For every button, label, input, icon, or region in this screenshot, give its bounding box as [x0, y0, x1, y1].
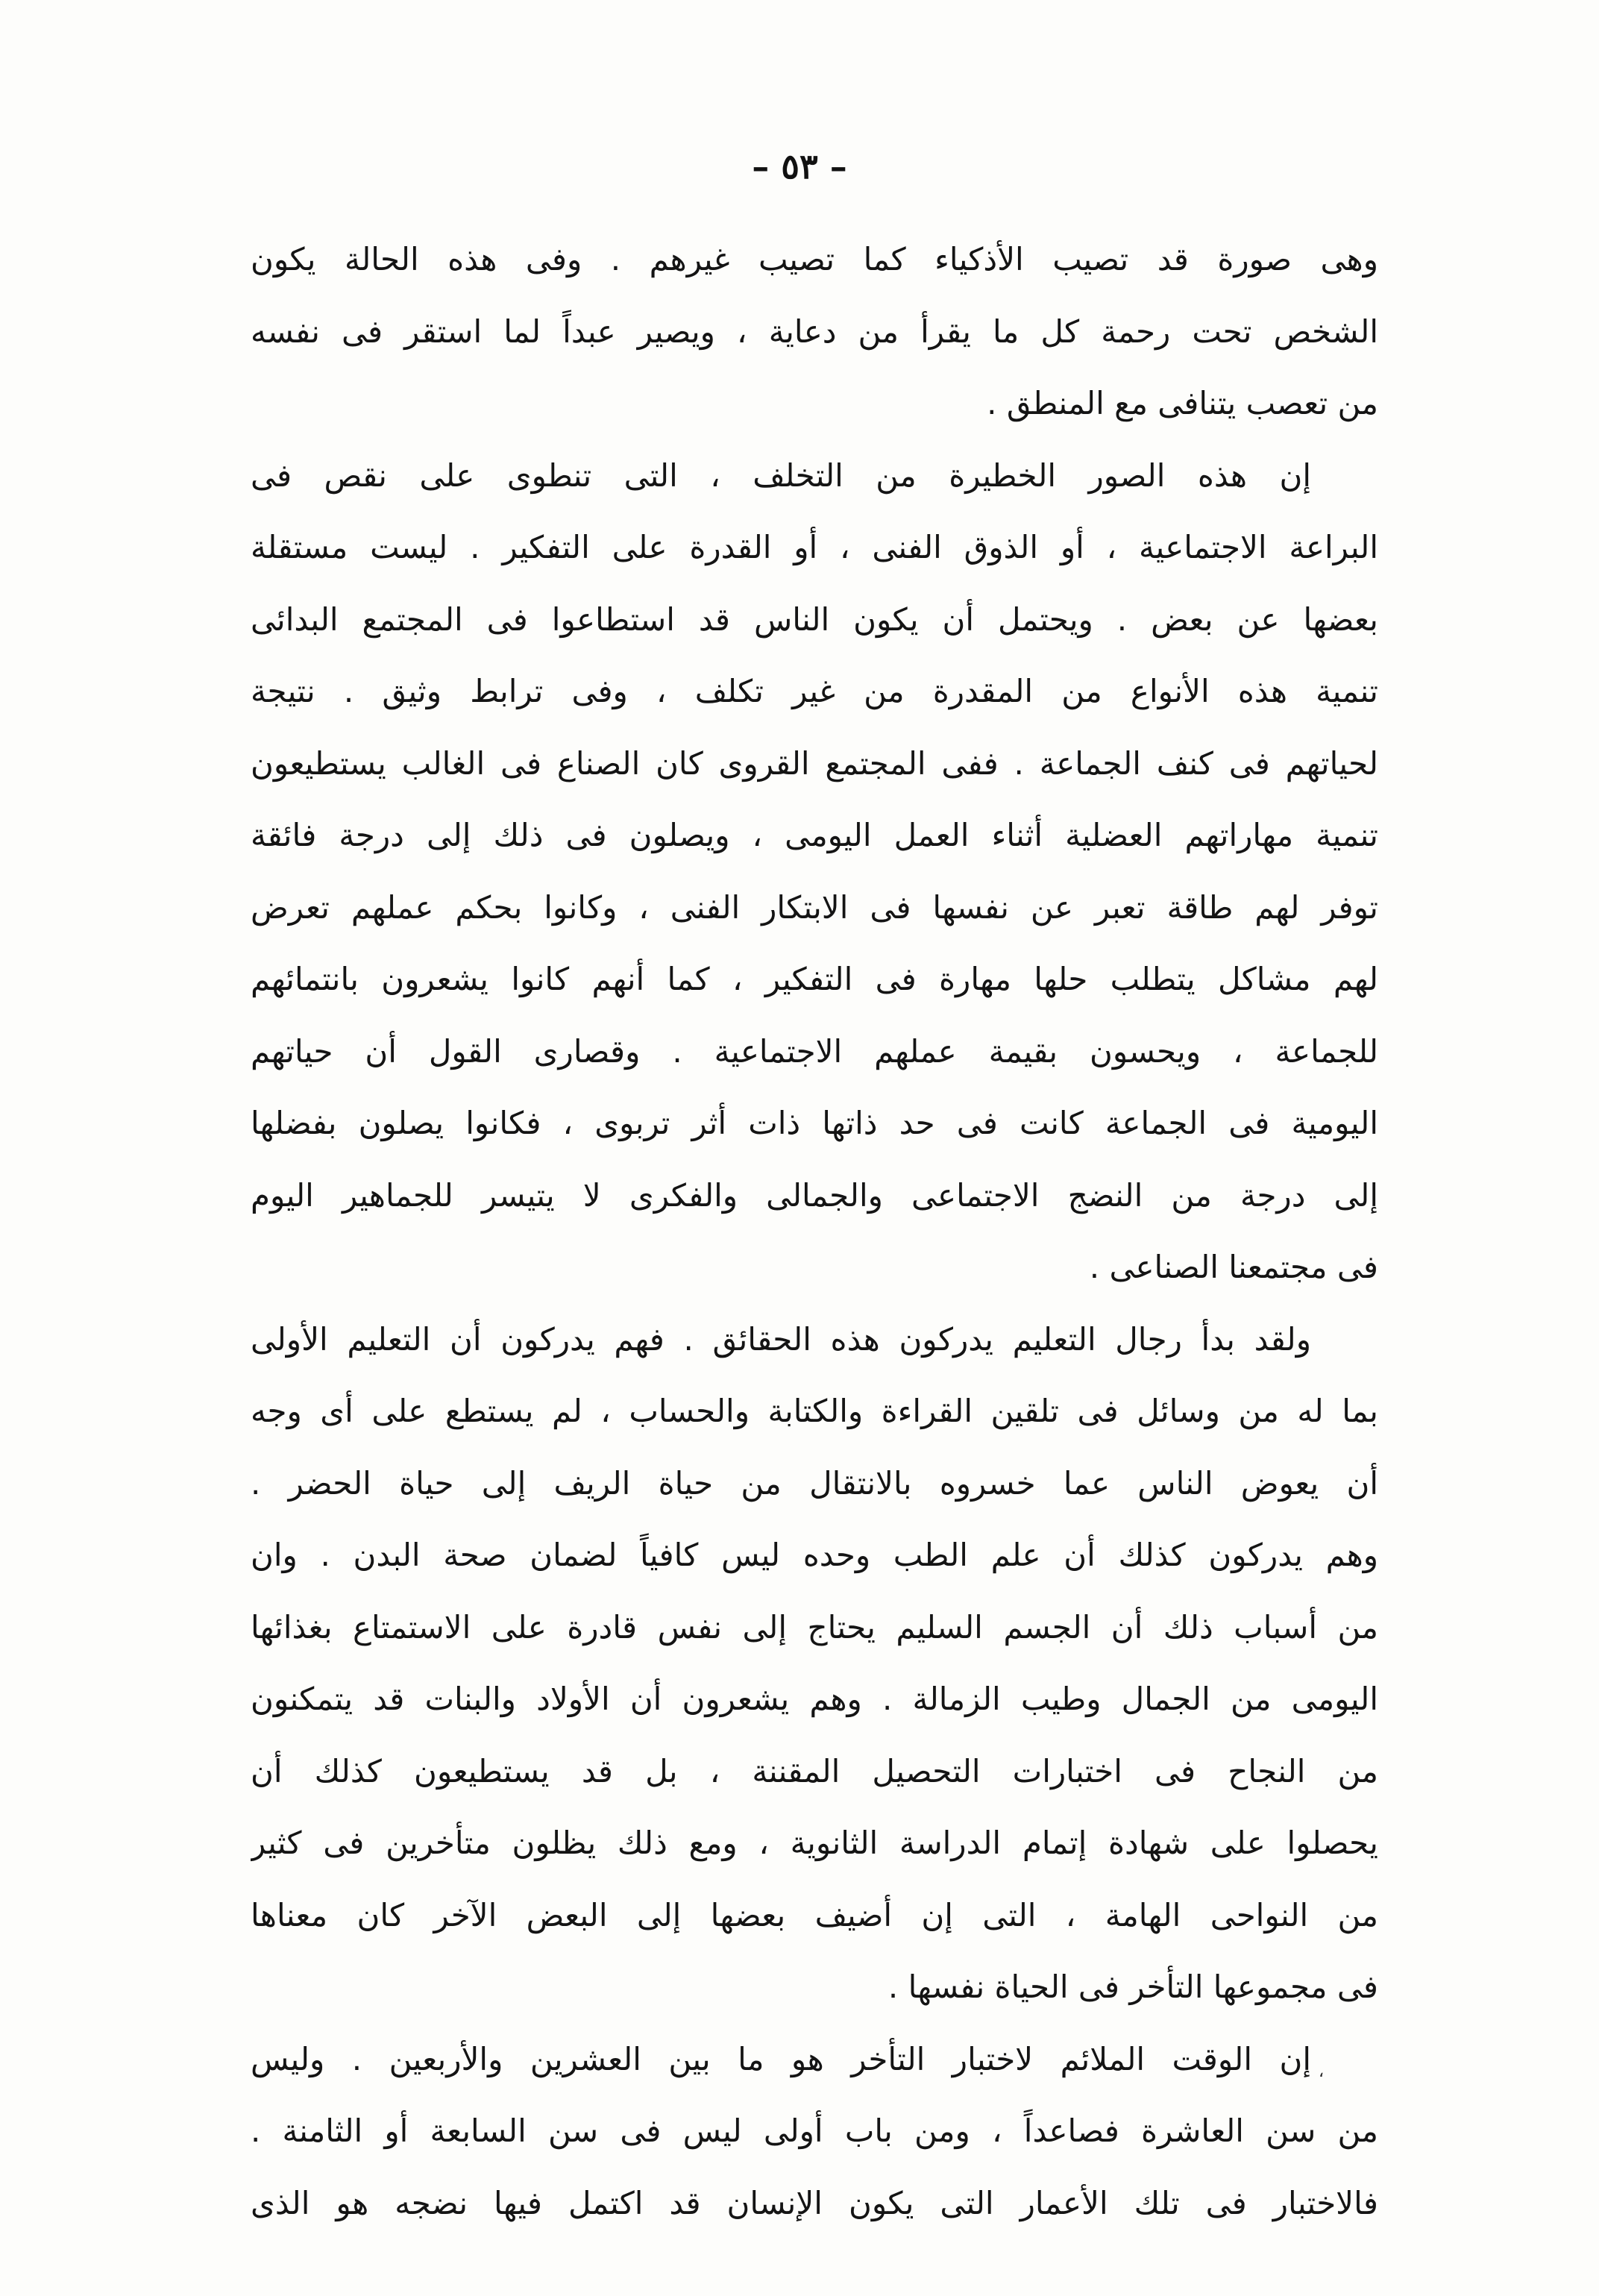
- text-line: وهى صورة قد تصيب الأذكياء كما تصيب غيرهم . وفى هذه الحالة يكون: [251, 241, 1378, 277]
- text-line: توفر لهم طاقة تعبر عن نفسها فى الابتكار الفنى ، وكانوا بحكم عملهم تعرض: [251, 888, 1378, 926]
- text-line: فى مجتمعنا الصناعى .: [1089, 1249, 1378, 1285]
- text-line: اليومى من الجمال وطيب الزمالة . وهم يشعرون أن الأولاد والبنات قد يتمكنون: [251, 1681, 1378, 1717]
- text-line: إلى درجة من النضج الاجتماعى والجمالى والفكرى لا يتيسر للجماهير اليوم: [251, 1176, 1378, 1214]
- text-line: بما له من وسائل فى تلقين القراءة والكتابة والحساب ، لم يستطع على أى وجه: [251, 1393, 1378, 1429]
- text-line: من النجاح فى اختبارات التحصيل المقننة ، بل قد يستطيعون كذلك أن: [251, 1752, 1378, 1790]
- text-line: وهم يدركون كذلك أن علم الطب وحده ليس كافياً لضمان صحة البدن . وان: [251, 1537, 1378, 1573]
- text-line: الشخص تحت رحمة كل ما يقرأ من دعاية ، ويصير عبداً لما استقر فى نفسه: [251, 313, 1378, 350]
- body-text: [251, 224, 1378, 2239]
- stray-mark: ،: [1319, 2063, 1325, 2081]
- text-line: تنمية مهاراتهم العضلية أثناء العمل اليومى ، ويصلون فى ذلك إلى درجة فائقة: [251, 817, 1378, 853]
- text-line: أن يعوض الناس عما خسروه بالانتقال من حياة الريف إلى حياة الحضر .: [251, 1464, 1378, 1502]
- text-line: من تعصب يتنافى مع المنطق .: [987, 385, 1378, 421]
- text-line: البراعة الاجتماعية ، أو الذوق الفنى ، أو القدرة على التفكير . ليست مستقلة: [251, 529, 1378, 565]
- text-line: لهم مشاكل يتطلب حلها مهارة فى التفكير ، كما أنهم كانوا يشعرون بانتمائهم: [251, 961, 1378, 997]
- text-line: تنمية هذه الأنواع من المقدرة من غير تكلف ، وفى ترابط وثيق . نتيجة: [251, 673, 1378, 709]
- text-line: من سن العاشرة فصاعداً ، ومن باب أولى ليس فى سن السابعة أو الثامنة .: [251, 2112, 1378, 2149]
- text-line: من النواحى الهامة ، التى إن أضيف بعضها إلى البعض الآخر كان معناها: [251, 1896, 1378, 1933]
- text-line: لحياتهم فى كنف الجماعة . ففى المجتمع القروى كان الصناع فى الغالب يستطيعون: [251, 744, 1378, 782]
- text-line: فالاختبار فى تلك الأعمار التى يكون الإنسان قد اكتمل فيها نضجه هو الذى: [251, 2184, 1378, 2221]
- paragraph-first-line: إن هذه الصور الخطيرة من التخلف ، التى تنطوى على نقص فى: [251, 457, 1311, 494]
- text-line: للجماعة ، ويحسون بقيمة عملهم الاجتماعية . وقصارى القول أن حياتهم: [251, 1032, 1378, 1070]
- paragraph-first-line: ولقد بدأ رجال التعليم يدركون هذه الحقائق . فهم يدركون أن التعليم الأولى: [251, 1320, 1311, 1358]
- text-line: فى مجموعها التأخر فى الحياة نفسها .: [888, 1969, 1378, 2005]
- text-line: اليومية فى الجماعة كانت فى حد ذاتها ذات أثر تربوى ، فكانوا يصلون بفضلها: [251, 1105, 1378, 1141]
- text-line: من أسباب ذلك أن الجسم السليم يحتاج إلى نفس قادرة على الاستمتاع بغذائها: [251, 1608, 1378, 1646]
- text-line: يحصلوا على شهادة إتمام الدراسة الثانوية ، ومع ذلك يظلون متأخرين فى كثير: [251, 1825, 1378, 1861]
- paragraph-first-line: إن الوقت الملائم لاختبار التأخر هو ما بين العشرين والأربعين . وليس: [251, 2040, 1311, 2077]
- page-number: – ٥٣ –: [752, 146, 847, 186]
- text-line: بعضها عن بعض . ويحتمل أن يكون الناس قد استطاعوا فى المجتمع البدائى: [251, 600, 1378, 638]
